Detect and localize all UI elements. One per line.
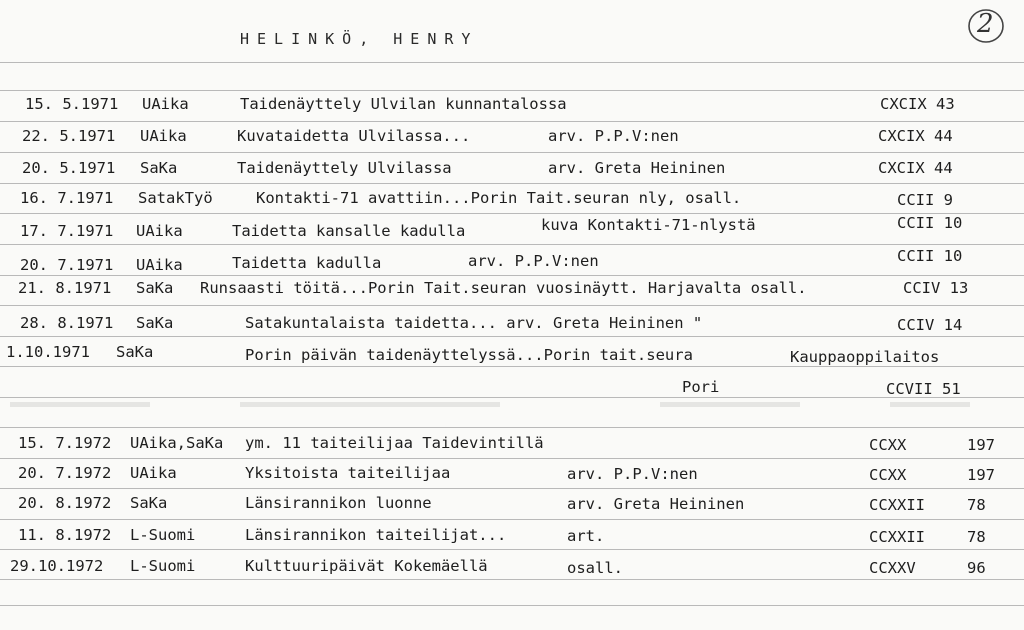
entry-note: arv. Greta Heininen [548, 159, 726, 177]
entry-title: Taidetta kansalle kadulla [232, 222, 466, 240]
ruled-line [0, 549, 1024, 550]
ruled-line [0, 488, 1024, 489]
entry-source: SaKa [130, 494, 168, 512]
entry-page: 78 [967, 496, 986, 514]
ruled-line [0, 579, 1024, 580]
entry-page: 197 [967, 436, 995, 454]
entry-title: ym. 11 taiteilijaa Taidevintillä [245, 434, 544, 452]
entry-date: 11. 8.1972 [18, 526, 112, 544]
entry-page: 78 [967, 528, 986, 546]
entry-note: arv. P.P.V:nen [567, 465, 698, 483]
entry-ref: CCXXII [869, 528, 925, 546]
entry-title: Länsirannikon taiteilijat... [245, 526, 507, 544]
entry-ref: CCIV 14 [897, 316, 963, 334]
ruled-line [0, 213, 1024, 214]
entry-note: arv. P.P.V:nen [548, 127, 679, 145]
entry-ref: CCXXII [869, 496, 925, 514]
entry-source: L-Suomi [130, 526, 196, 544]
entry-note: art. [567, 527, 605, 545]
entry-ref: CCII 10 [897, 214, 963, 232]
entry-note: Kauppaoppilaitos [790, 348, 940, 366]
entry-date: 16. 7.1971 [20, 189, 114, 207]
ruled-line [0, 121, 1024, 122]
entry-date: 15. 5.1971 [25, 95, 119, 113]
entry-title: Taidenäyttely Ulvilan kunnantalossa [240, 95, 567, 113]
ruled-line [0, 519, 1024, 520]
entry-ref: CCII 9 [897, 191, 953, 209]
ruled-line [0, 183, 1024, 184]
entry-ref: CXCIX 43 [880, 95, 955, 113]
entry-source: L-Suomi [130, 557, 196, 575]
entry-title: Kuvataidetta Ulvilassa... [237, 127, 471, 145]
entry-source: UAika [142, 95, 189, 113]
entry-date: 29.10.1972 [10, 557, 104, 575]
ruled-line [0, 152, 1024, 153]
entry-page: 96 [967, 559, 986, 577]
entry-ref: CCIV 13 [903, 279, 969, 297]
ruled-line [0, 275, 1024, 276]
entry-title: Porin päivän taidenäyttelyssä...Porin tait.seura [245, 346, 693, 364]
entry-date: 20. 7.1972 [18, 464, 112, 482]
entry-ref: CCII 10 [897, 247, 963, 265]
entry-ref: CXCIX 44 [878, 159, 953, 177]
entry-date: 17. 7.1971 [20, 222, 114, 240]
entry-source: SaKa [136, 314, 174, 332]
erased-text-shadow [0, 398, 1024, 412]
entry-source: SatakTyö [138, 189, 213, 207]
ruled-line [0, 62, 1024, 63]
entry-source: UAika [130, 464, 177, 482]
entry-source: UAika [136, 222, 183, 240]
entry-ref: CCXXV [869, 559, 916, 577]
page-number: 2 [977, 9, 994, 39]
ruled-line [0, 244, 1024, 245]
entry-source: UAika [136, 256, 183, 274]
entry-date: 22. 5.1971 [22, 127, 116, 145]
entry-title: Yksitoista taiteilijaa [245, 464, 451, 482]
entry-source: SaKa [116, 343, 154, 361]
page-number-mark [966, 6, 1006, 46]
ruled-line [0, 336, 1024, 337]
entry-date: 28. 8.1971 [20, 314, 114, 332]
ruled-line [0, 366, 1024, 367]
entry-date: 20. 8.1972 [18, 494, 112, 512]
entry-note: osall. [567, 559, 623, 577]
entry-source: SaKa [136, 279, 174, 297]
entry-date: 20. 5.1971 [22, 159, 116, 177]
ruled-line [0, 90, 1024, 91]
entry-source: UAika [140, 127, 187, 145]
entry-note: arv. Greta Heininen [567, 495, 745, 513]
entry-title: Runsaasti töitä...Porin Tait.seuran vuosinäytt. Harjavalta osall. [200, 279, 807, 297]
entry-date: 15. 7.1972 [18, 434, 112, 452]
entry-source: UAika,SaKa [130, 434, 224, 452]
ruled-line [0, 458, 1024, 459]
entry-ref: CCVII 51 [886, 380, 961, 398]
entry-note: Pori [682, 378, 720, 396]
entry-title: Länsirannikon luonne [245, 494, 432, 512]
entry-date: 21. 8.1971 [18, 279, 112, 297]
entry-title: Kulttuuripäivät Kokemäellä [245, 557, 488, 575]
ruled-line [0, 605, 1024, 606]
entry-date: 20. 7.1971 [20, 256, 114, 274]
entry-ref: CCXX [869, 436, 907, 454]
entry-date: 1.10.1971 [6, 343, 90, 361]
entry-title: Taidenäyttely Ulvilassa [237, 159, 452, 177]
entry-title: Satakuntalaista taidetta... arv. Greta Heininen " [245, 314, 703, 332]
entry-ref: CXCIX 44 [878, 127, 953, 145]
entry-title: Kontakti-71 avattiin...Porin Tait.seuran nly, osall. [256, 189, 742, 207]
ruled-line [0, 305, 1024, 306]
entry-note: kuva Kontakti-71-nlystä [541, 216, 756, 234]
entry-source: SaKa [140, 159, 178, 177]
entry-ref: CCXX [869, 466, 907, 484]
entry-title: Taidetta kadulla [232, 254, 382, 272]
entry-note: arv. P.P.V:nen [468, 252, 599, 270]
entry-page: 197 [967, 466, 995, 484]
card-title: HELINKÖ, HENRY [240, 30, 479, 48]
ruled-line [0, 427, 1024, 428]
